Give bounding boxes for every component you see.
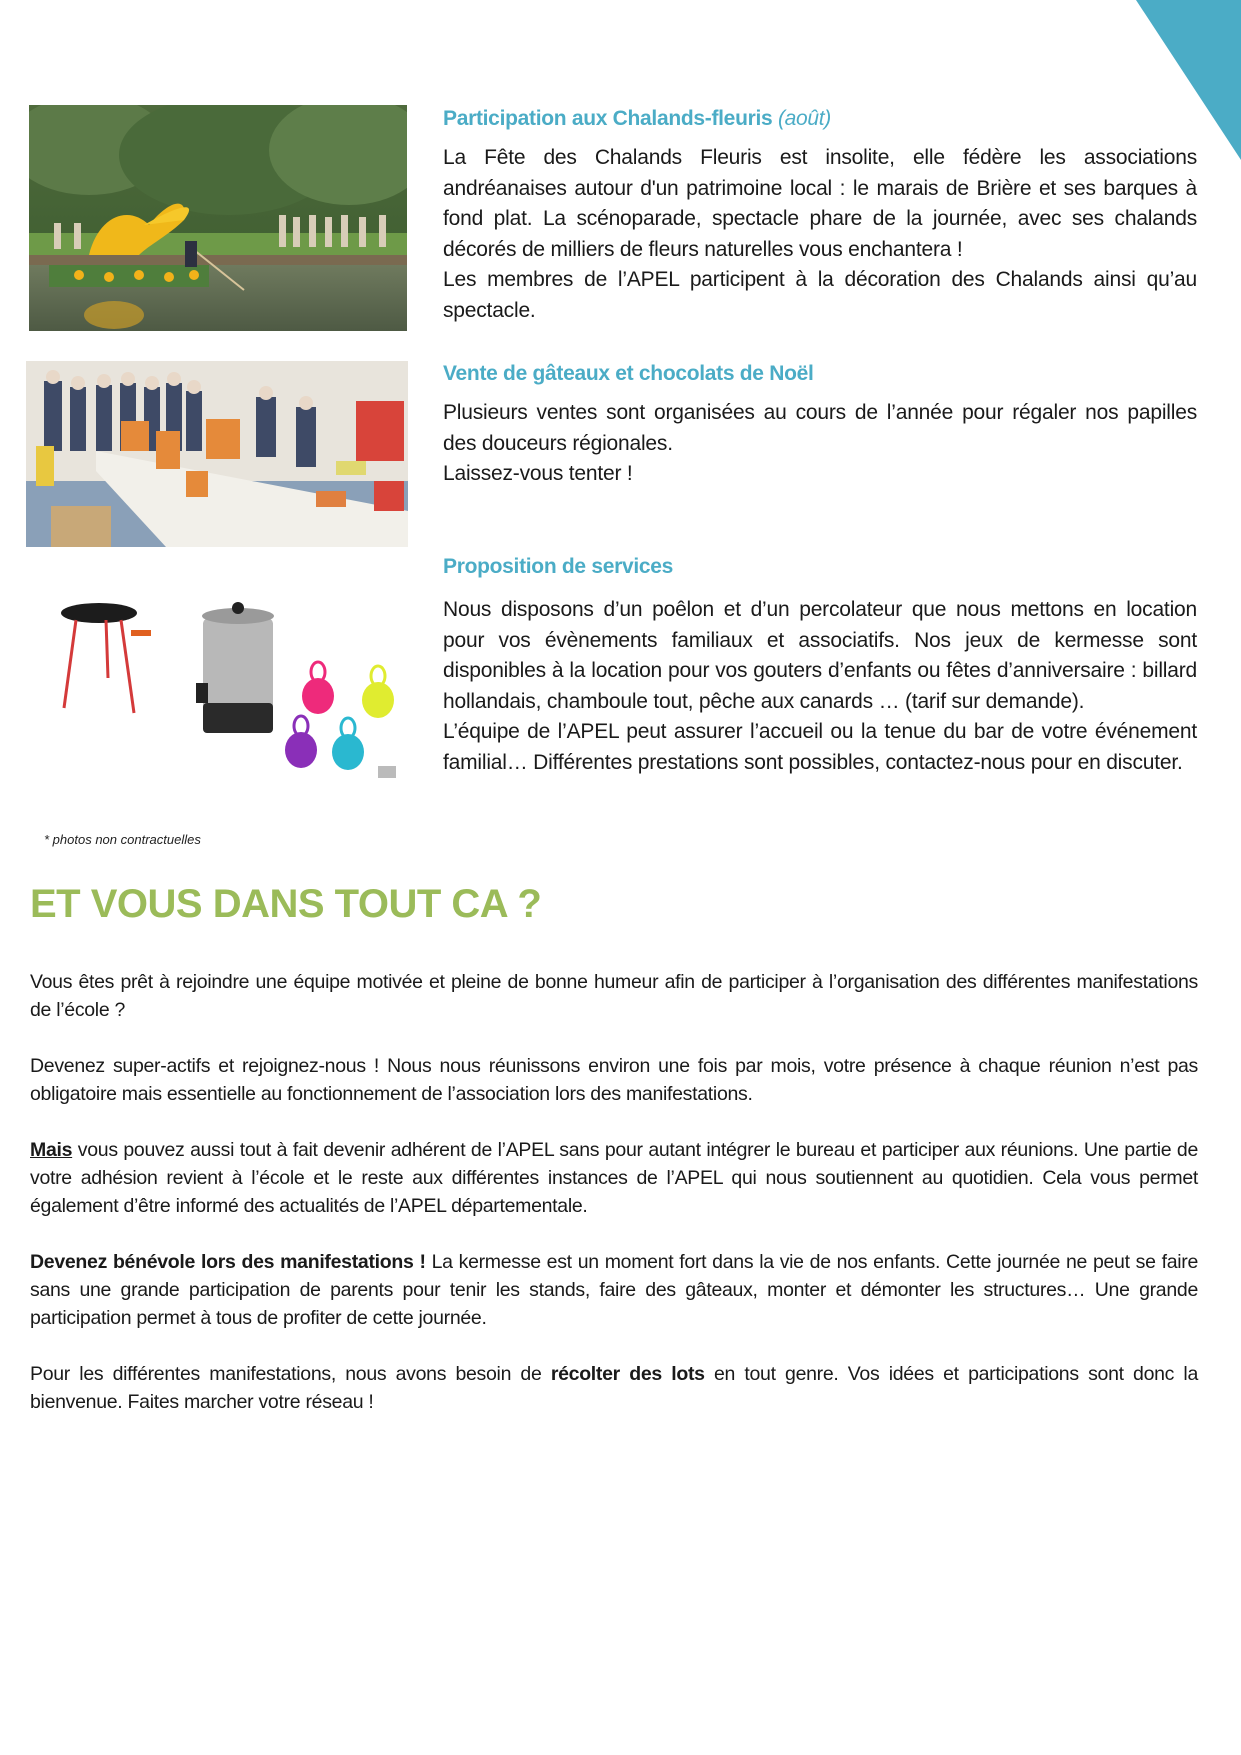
section-vente-gateaux [443, 362, 1197, 490]
emphasis-mais: Mais [30, 1139, 73, 1161]
paragraph-text: en tout genre. Vos idées et participations sont donc la bienvenue. Faites marcher votre réseau ! [30, 1363, 1198, 1413]
section-title-text: Participation aux Chalands-fleuris [443, 107, 773, 130]
section-title: Proposition de services [443, 555, 674, 578]
section-body [443, 595, 1197, 778]
photo-pan-percolator-ducks [26, 588, 408, 788]
paragraph-lots [30, 1360, 1198, 1416]
paragraph-super-actifs: Devenez super-actifs et rejoignez-nous ! Nous nous réunissons environ une fois par mois, votre présence à chaque réunion n’est pas obligatoire mais essentielle au fonctionnement de l’association lors des manifestations. [30, 1055, 1198, 1105]
section-chalands-fleuris [443, 107, 1197, 326]
paragraph-adherent [30, 1136, 1198, 1220]
paragraph: Plusieurs ventes sont organisées au cours de l’année pour régaler nos papilles des douceurs régionales. [443, 401, 1197, 455]
section-title: Vente de gâteaux et chocolats de Noël [443, 362, 814, 385]
paragraph: L’équipe de l’APEL peut assurer l’accueil ou la tenue du bar de votre événement familial… Différentes prestations sont possibles, contactez-nous pour en discuter. [443, 720, 1197, 774]
section-title [443, 107, 1197, 131]
paragraph-text: Pour les différentes manifestations, nous avons besoin de [30, 1363, 551, 1385]
emphasis-lots: récolter des lots [550, 1363, 705, 1385]
paragraph-benevole [30, 1248, 1198, 1332]
paragraph: Les membres de l’APEL participent à la décoration des Chalands ainsi qu’au spectacle. [443, 268, 1197, 322]
section-title-date: (août) [777, 107, 831, 130]
paragraph-join-team: Vous êtes prêt à rejoindre une équipe motivée et pleine de bonne humeur afin de participer à l’organisation des différentes manifestations de l’école ? [30, 971, 1198, 1021]
main-title: ET VOUS DANS TOUT CA ? [30, 882, 542, 926]
paragraph-text: vous pouvez aussi tout à fait devenir adhérent de l’APEL sans pour autant intégrer le bureau et participer aux réunions. Une partie de votre adhésion revient à l’école et le reste aux différentes instances de l’APEL qui nous soutiennent au quotidien. Cela vous permet également d’être informé des actualités de l’APEL départementale. [30, 1139, 1198, 1217]
section-body [443, 143, 1197, 326]
section-proposition-services [443, 555, 1197, 778]
emphasis-benevole: Devenez bénévole lors des manifestations ! [30, 1251, 426, 1273]
photo-chaland-fleuri [29, 105, 407, 331]
paragraph: Laissez-vous tenter ! [443, 462, 633, 485]
section-body [443, 398, 1197, 490]
photo-caption: * photos non contractuelles [44, 832, 201, 847]
paragraph: La Fête des Chalands Fleuris est insolite, elle fédère les associations andréanaises autour d'un patrimoine local : le marais de Brière et ses barques à fond plat. La scénoparade, spectacle phare de la journée, avec ses chalands décorés de milliers de fleurs naturelles vous enchantera ! [443, 146, 1197, 261]
body-text [30, 968, 1198, 1444]
paragraph: Nous disposons d’un poêlon et d’un percolateur que nous mettons en location pour vos évènements familiaux et associatifs. Nos jeux de kermesse sont disponibles à la location pour vos gouters d’enfants ou fêtes d’anniversaire : billard hollandais, chamboule tout, pêche aux canards … (tarif sur demande). [443, 598, 1197, 713]
paragraph-text: La kermesse est un moment fort dans la vie de nos enfants. Cette journée ne peut se faire sans une grande participation de parents pour tenir les stands, faire des gâteaux, monter et démonter les structures… Une grande participation permet à tous de profiter de cette journée. [30, 1251, 1199, 1329]
photo-cake-sale-team [26, 361, 408, 547]
